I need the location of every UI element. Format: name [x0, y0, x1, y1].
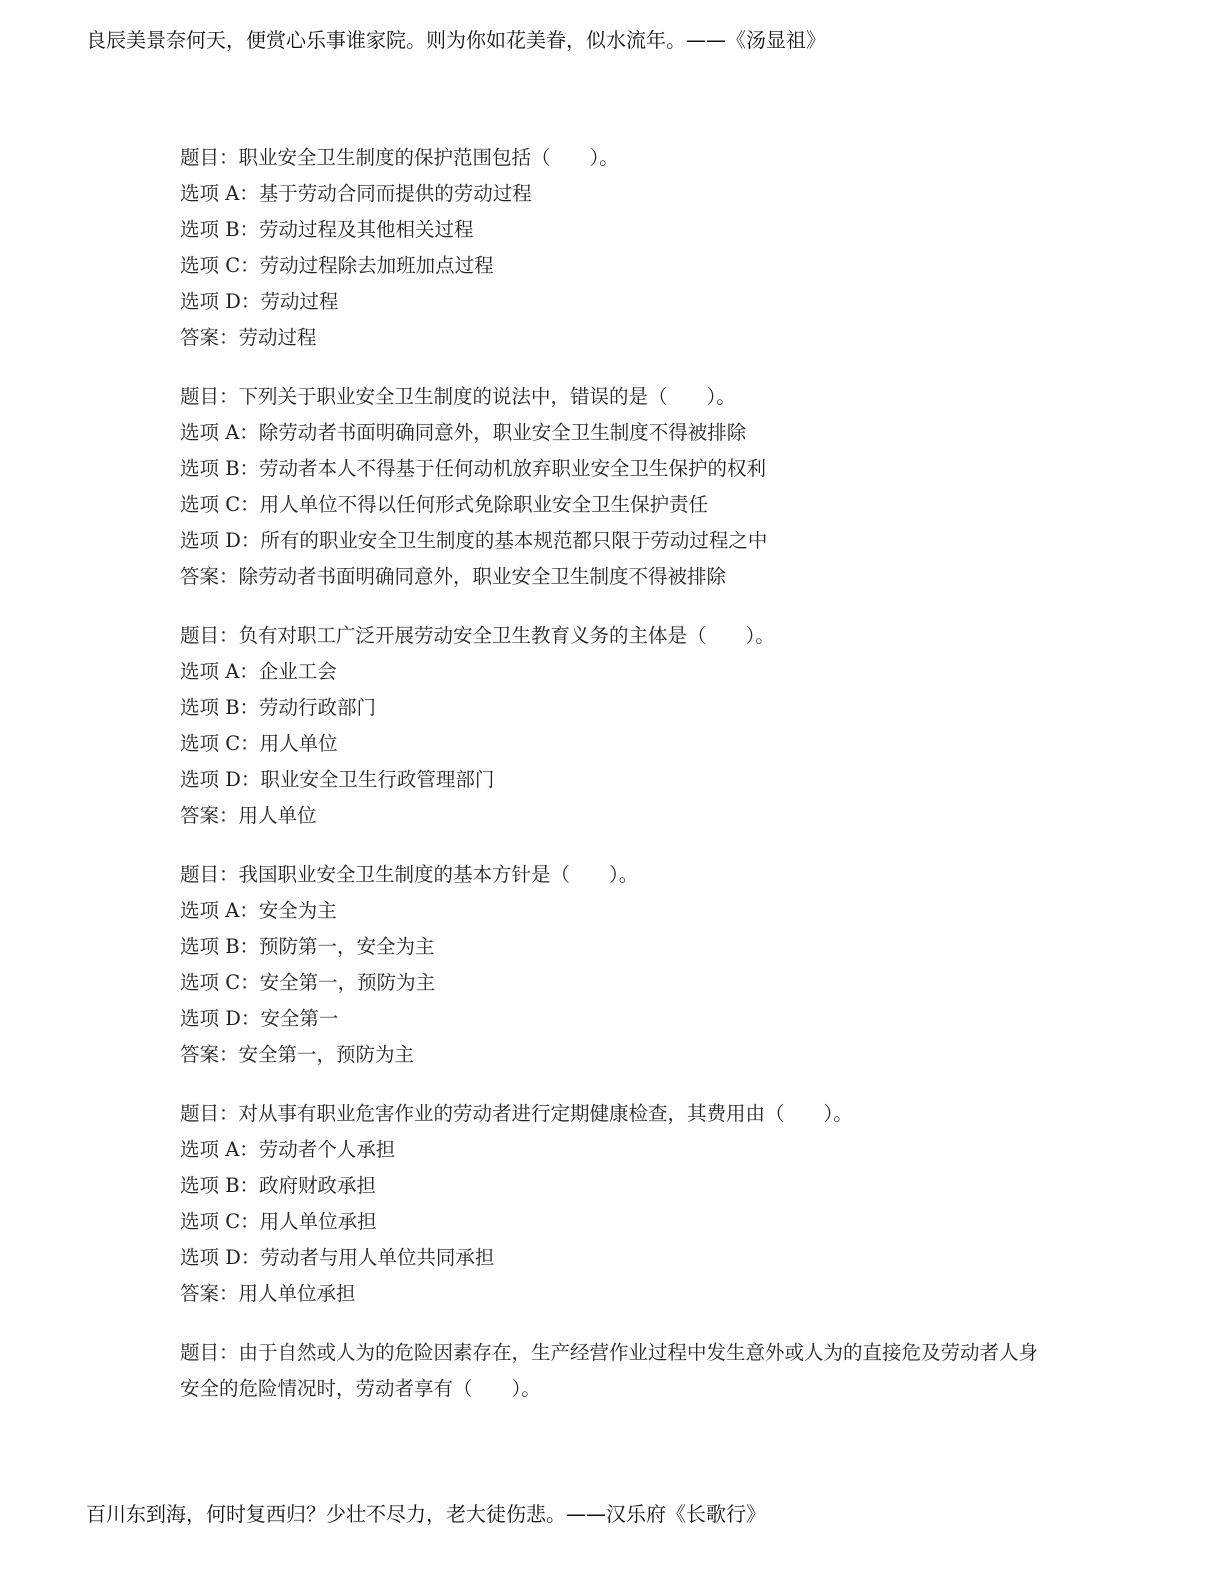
- question-list: [180, 140, 1040, 1430]
- option-a: 选项 A：除劳动者书面明确同意外，职业安全卫生制度不得被排除: [180, 421, 747, 444]
- answer: 答案：用人单位承担: [180, 1282, 356, 1305]
- question-title: 题目：下列关于职业安全卫生制度的说法中，错误的是（ ）。: [180, 385, 736, 408]
- option-d: 选项 D：劳动者与用人单位共同承担: [180, 1246, 495, 1269]
- question-block-2: [180, 379, 1040, 595]
- option-d: 选项 D：所有的职业安全卫生制度的基本规范都只限于劳动过程之中: [180, 529, 768, 552]
- option-a: 选项 A：劳动者个人承担: [180, 1138, 396, 1161]
- question-block-4: [180, 857, 1040, 1073]
- question-block-3: [180, 618, 1040, 834]
- option-a: 选项 A：基于劳动合同而提供的劳动过程: [180, 182, 532, 205]
- question-title: 题目：由于自然或人为的危险因素存在，生产经营作业过程中发生意外或人为的直接危及劳动者人身安全的危险情况时，劳动者享有（ ）。: [180, 1341, 1039, 1400]
- answer: 答案：除劳动者书面明确同意外，职业安全卫生制度不得被排除: [180, 565, 727, 588]
- question-block-6: [180, 1335, 1040, 1407]
- question-title: 题目：我国职业安全卫生制度的基本方针是（ ）。: [180, 863, 639, 886]
- option-c: 选项 C：劳动过程除去加班加点过程: [180, 254, 494, 277]
- option-b: 选项 B：预防第一，安全为主: [180, 935, 435, 958]
- option-c: 选项 C：用人单位: [180, 732, 338, 755]
- option-c: 选项 C：用人单位不得以任何形式免除职业安全卫生保护责任: [180, 493, 709, 516]
- answer: 答案：劳动过程: [180, 326, 317, 349]
- option-d: 选项 D：安全第一: [180, 1007, 339, 1030]
- option-c: 选项 C：用人单位承担: [180, 1210, 377, 1233]
- option-b: 选项 B：政府财政承担: [180, 1174, 377, 1197]
- option-a: 选项 A：企业工会: [180, 660, 337, 683]
- option-a: 选项 A：安全为主: [180, 899, 337, 922]
- option-c: 选项 C：安全第一，预防为主: [180, 971, 436, 994]
- question-title: 题目：负有对职工广泛开展劳动安全卫生教育义务的主体是（ ）。: [180, 624, 775, 647]
- question-title: 题目：职业安全卫生制度的保护范围包括（ ）。: [180, 146, 619, 169]
- header-quote: 良辰美景奈何天，便赏心乐事谁家院。则为你如花美眷，似水流年。——《汤显祖》: [86, 28, 826, 52]
- option-d: 选项 D：劳动过程: [180, 290, 339, 313]
- answer: 答案：用人单位: [180, 804, 317, 827]
- answer: 答案：安全第一，预防为主: [180, 1043, 415, 1066]
- question-title: 题目：对从事有职业危害作业的劳动者进行定期健康检查，其费用由（ ）。: [180, 1102, 853, 1125]
- option-b: 选项 B：劳动行政部门: [180, 696, 377, 719]
- question-block-5: [180, 1096, 1040, 1312]
- option-d: 选项 D：职业安全卫生行政管理部门: [180, 768, 495, 791]
- option-b: 选项 B：劳动者本人不得基于任何动机放弃职业安全卫生保护的权利: [180, 457, 767, 480]
- option-b: 选项 B：劳动过程及其他相关过程: [180, 218, 474, 241]
- question-block-1: [180, 140, 1040, 356]
- footer-quote: 百川东到海，何时复西归？少壮不尽力，老大徒伤悲。——汉乐府《长歌行》: [86, 1502, 766, 1526]
